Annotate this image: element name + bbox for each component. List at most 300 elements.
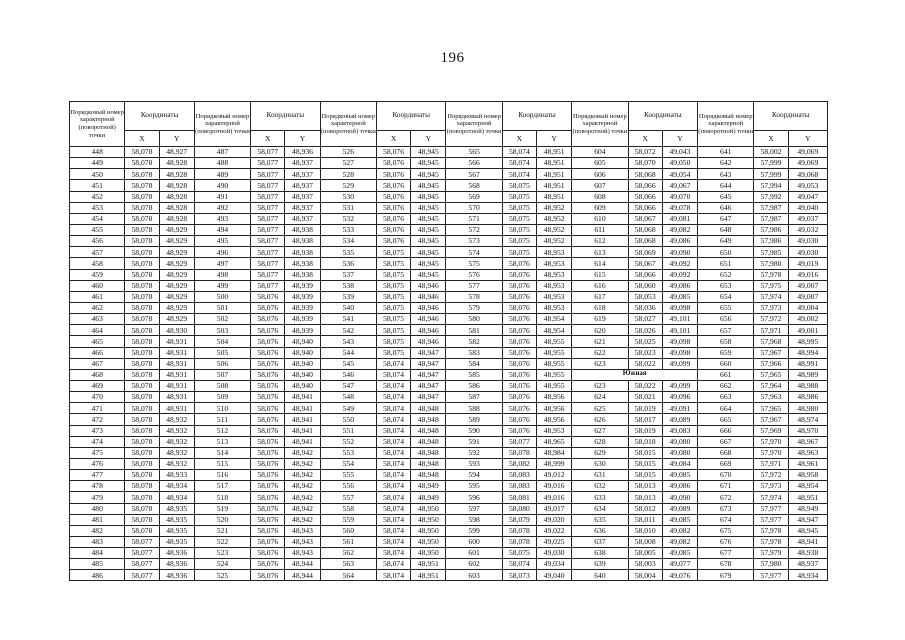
point-number-cell: 498 xyxy=(194,269,250,280)
point-number-cell: 529 xyxy=(320,180,376,191)
point-number-cell: 549 xyxy=(320,403,376,414)
point-number-header: Порядковый номер характерной (поворотной) точки xyxy=(698,102,754,147)
table-row xyxy=(70,503,828,514)
x-coordinate-cell: 58,068 xyxy=(628,236,662,247)
point-number-cell: 471 xyxy=(70,403,125,414)
x-coordinate-cell: 58,026 xyxy=(628,325,662,336)
x-coordinate-cell: 58,075 xyxy=(376,269,410,280)
x-coordinate-cell: 58,078 xyxy=(125,447,159,458)
y-coordinate-cell: 48,928 xyxy=(159,169,194,180)
y-coordinate-cell: 48,928 xyxy=(159,180,194,191)
x-coordinate-cell: 58,077 xyxy=(251,224,285,235)
table-row xyxy=(70,369,828,380)
x-coordinate-cell: 58,083 xyxy=(502,481,536,492)
point-number-cell: 525 xyxy=(194,570,250,581)
y-coordinate-cell: 48,934 xyxy=(159,481,194,492)
x-coordinate-cell: 57,977 xyxy=(754,514,788,525)
x-coordinate-cell: 57,970 xyxy=(754,436,788,447)
x-coordinate-cell: 58,078 xyxy=(125,436,159,447)
table-row xyxy=(70,492,828,503)
y-coordinate-cell: 48,939 xyxy=(285,302,320,313)
x-coordinate-cell: 58,076 xyxy=(251,380,285,391)
point-number-cell: 506 xyxy=(194,358,250,369)
point-number-cell: 677 xyxy=(698,548,754,559)
point-number-cell: 505 xyxy=(194,347,250,358)
point-number-cell: 633 xyxy=(572,492,628,503)
point-number-cell: 512 xyxy=(194,425,250,436)
y-coordinate-cell: 48,945 xyxy=(411,269,446,280)
point-number-cell: 557 xyxy=(320,492,376,503)
x-coordinate-cell: 57,992 xyxy=(754,191,788,202)
y-coordinate-cell: 48,938 xyxy=(285,258,320,269)
point-number-cell: 668 xyxy=(698,447,754,458)
x-coordinate-cell: 57,974 xyxy=(754,492,788,503)
point-number-cell: 508 xyxy=(194,380,250,391)
x-coordinate-cell: 58,074 xyxy=(376,369,410,380)
coordinates-header: Координаты xyxy=(502,102,571,131)
x-coordinate-cell: 57,968 xyxy=(754,336,788,347)
y-coordinate-cell: 48,939 xyxy=(285,314,320,325)
y-coordinate-cell: 48,939 xyxy=(285,325,320,336)
point-number-cell: 543 xyxy=(320,336,376,347)
y-coordinate-cell: 48,928 xyxy=(159,191,194,202)
point-number-cell: 564 xyxy=(320,570,376,581)
point-number-cell: 620 xyxy=(572,325,628,336)
x-coordinate-cell: 58,074 xyxy=(376,570,410,581)
x-coordinate-cell: 58,011 xyxy=(628,514,662,525)
y-coordinate-cell: 48,950 xyxy=(411,525,446,536)
y-coordinate-cell: 48,955 xyxy=(537,358,572,369)
table-row xyxy=(70,570,828,581)
x-coordinate-cell: 58,076 xyxy=(251,492,285,503)
x-coordinate-cell: 58,074 xyxy=(376,536,410,547)
y-coordinate-cell: 48,949 xyxy=(411,492,446,503)
y-coordinate-cell: 48,961 xyxy=(788,458,827,469)
x-coordinate-cell: 58,077 xyxy=(251,169,285,180)
y-coordinate-cell: 48,946 xyxy=(411,325,446,336)
x-column-header: X xyxy=(502,131,536,147)
point-number-cell: 570 xyxy=(446,202,502,213)
point-number-cell: 539 xyxy=(320,291,376,302)
x-coordinate-cell: 58,074 xyxy=(376,503,410,514)
point-number-cell: 605 xyxy=(572,158,628,169)
point-number-cell: 486 xyxy=(70,570,125,581)
y-coordinate-cell: 49,043 xyxy=(662,147,697,158)
point-number-cell: 660 xyxy=(698,358,754,369)
y-coordinate-cell: 48,948 xyxy=(411,403,446,414)
y-coordinate-cell: 49,040 xyxy=(537,570,572,581)
x-coordinate-cell: 58,074 xyxy=(502,158,536,169)
point-number-cell: 632 xyxy=(572,481,628,492)
point-number-cell: 577 xyxy=(446,280,502,291)
point-number-cell: 594 xyxy=(446,470,502,481)
y-coordinate-cell: 48,931 xyxy=(159,380,194,391)
y-coordinate-cell: 49,025 xyxy=(537,536,572,547)
table-row xyxy=(70,559,828,570)
y-coordinate-cell: 48,936 xyxy=(159,570,194,581)
point-number-cell: 651 xyxy=(698,258,754,269)
point-number-cell: 600 xyxy=(446,536,502,547)
y-coordinate-cell: 49,030 xyxy=(537,548,572,559)
y-coordinate-cell: 48,951 xyxy=(537,191,572,202)
y-coordinate-cell: 48,947 xyxy=(788,514,827,525)
y-coordinate-cell: 48,945 xyxy=(411,180,446,191)
point-number-cell: 645 xyxy=(698,191,754,202)
y-coordinate-cell: 49,082 xyxy=(662,224,697,235)
y-coordinate-cell: 48,954 xyxy=(537,314,572,325)
x-coordinate-cell: 57,963 xyxy=(754,392,788,403)
point-number-cell: 606 xyxy=(572,169,628,180)
x-coordinate-cell: 58,074 xyxy=(376,358,410,369)
point-number-cell: 538 xyxy=(320,280,376,291)
y-coordinate-cell: 49,019 xyxy=(788,258,827,269)
table-row xyxy=(70,403,828,414)
x-coordinate-cell: 57,971 xyxy=(754,458,788,469)
y-coordinate-cell: 48,954 xyxy=(788,481,827,492)
point-number-cell: 590 xyxy=(446,425,502,436)
x-coordinate-cell: 58,076 xyxy=(251,336,285,347)
x-coordinate-cell: 58,013 xyxy=(628,492,662,503)
point-number-cell: 585 xyxy=(446,369,502,380)
y-coordinate-cell: 48,991 xyxy=(788,358,827,369)
point-number-cell: 461 xyxy=(70,291,125,302)
y-coordinate-cell: 48,929 xyxy=(159,247,194,258)
y-coordinate-cell: 49,047 xyxy=(788,191,827,202)
x-coordinate-cell: 58,075 xyxy=(376,291,410,302)
y-coordinate-cell: 48,955 xyxy=(537,369,572,380)
x-coordinate-cell: 58,078 xyxy=(125,247,159,258)
y-coordinate-cell: 49,017 xyxy=(537,503,572,514)
x-coordinate-cell: 57,979 xyxy=(754,548,788,559)
x-coordinate-cell: 58,075 xyxy=(376,336,410,347)
x-coordinate-cell: 58,018 xyxy=(628,436,662,447)
x-coordinate-cell: 58,076 xyxy=(502,269,536,280)
point-number-cell: 517 xyxy=(194,481,250,492)
point-number-cell: 676 xyxy=(698,536,754,547)
x-coordinate-cell: 57,986 xyxy=(754,224,788,235)
x-coordinate-cell: 58,076 xyxy=(502,325,536,336)
point-number-cell: 460 xyxy=(70,280,125,291)
point-number-cell: 507 xyxy=(194,369,250,380)
point-number-cell: 648 xyxy=(698,224,754,235)
x-coordinate-cell: 58,074 xyxy=(376,447,410,458)
point-number-cell: 544 xyxy=(320,347,376,358)
point-number-cell: 522 xyxy=(194,536,250,547)
y-coordinate-cell: 48,941 xyxy=(285,392,320,403)
point-number-cell: 470 xyxy=(70,392,125,403)
y-coordinate-cell: 48,940 xyxy=(285,358,320,369)
y-coordinate-cell: 48,948 xyxy=(411,414,446,425)
point-number-header: Порядковый номер характерной (поворотной) точки xyxy=(320,102,376,147)
x-coordinate-cell: 58,076 xyxy=(376,180,410,191)
point-number-cell: 584 xyxy=(446,358,502,369)
x-coordinate-cell: 58,078 xyxy=(125,358,159,369)
y-coordinate-cell: 49,080 xyxy=(662,436,697,447)
x-coordinate-cell: 58,074 xyxy=(376,470,410,481)
y-coordinate-cell: 48,970 xyxy=(788,425,827,436)
y-coordinate-cell: 48,953 xyxy=(537,247,572,258)
x-coordinate-cell: 58,077 xyxy=(251,258,285,269)
y-coordinate-cell: 49,040 xyxy=(788,202,827,213)
point-number-cell: 611 xyxy=(572,224,628,235)
y-coordinate-cell: 48,942 xyxy=(285,470,320,481)
y-coordinate-cell: 48,941 xyxy=(285,425,320,436)
point-number-cell: 654 xyxy=(698,291,754,302)
point-number-cell: 551 xyxy=(320,425,376,436)
x-coordinate-cell: 58,076 xyxy=(502,258,536,269)
x-coordinate-cell: 58,078 xyxy=(125,302,159,313)
y-coordinate-cell: 48,986 xyxy=(788,392,827,403)
x-coordinate-cell: 58,066 xyxy=(628,202,662,213)
point-number-cell: 586 xyxy=(446,380,502,391)
y-coordinate-cell: 49,016 xyxy=(537,492,572,503)
x-coordinate-cell: 58,075 xyxy=(376,325,410,336)
point-number-header: Порядковый номер характерной (поворотной) точки xyxy=(70,102,125,147)
y-coordinate-cell: 49,096 xyxy=(662,392,697,403)
point-number-cell: 504 xyxy=(194,336,250,347)
x-coordinate-cell: 58,076 xyxy=(251,447,285,458)
coordinates-header: Координаты xyxy=(251,102,320,131)
x-coordinate-cell: 58,019 xyxy=(628,425,662,436)
table-row xyxy=(70,447,828,458)
table-row xyxy=(70,414,828,425)
point-number-cell: 499 xyxy=(194,280,250,291)
table-row xyxy=(70,302,828,313)
x-coordinate-cell: 57,977 xyxy=(754,503,788,514)
x-coordinate-cell: 58,078 xyxy=(125,169,159,180)
point-number-cell: 475 xyxy=(70,447,125,458)
y-coordinate-cell: 48,938 xyxy=(285,247,320,258)
x-coordinate-cell: 58,012 xyxy=(628,503,662,514)
x-coordinate-cell: 57,971 xyxy=(754,325,788,336)
x-coordinate-cell: 58,076 xyxy=(251,414,285,425)
y-coordinate-cell: 48,953 xyxy=(537,291,572,302)
x-coordinate-cell: 58,074 xyxy=(376,514,410,525)
x-coordinate-cell: 58,036 xyxy=(628,302,662,313)
point-number-cell: 555 xyxy=(320,470,376,481)
x-coordinate-cell: 58,076 xyxy=(502,291,536,302)
y-coordinate-cell: 48,928 xyxy=(159,158,194,169)
point-number-cell: 623 xyxy=(572,358,628,369)
x-coordinate-cell: 58,076 xyxy=(251,470,285,481)
y-coordinate-cell: 48,949 xyxy=(411,481,446,492)
point-number-cell: 556 xyxy=(320,481,376,492)
x-coordinate-cell: 58,076 xyxy=(376,202,410,213)
point-number-cell: 574 xyxy=(446,247,502,258)
y-coordinate-cell: 48,935 xyxy=(159,536,194,547)
point-number-cell: 623 xyxy=(572,380,628,391)
y-coordinate-cell: 48,931 xyxy=(159,403,194,414)
y-coordinate-cell: 49,089 xyxy=(662,414,697,425)
x-coordinate-cell: 58,078 xyxy=(125,202,159,213)
x-coordinate-cell: 58,076 xyxy=(502,336,536,347)
x-coordinate-cell: 58,027 xyxy=(628,314,662,325)
y-column-header: Y xyxy=(662,131,697,147)
x-coordinate-cell: 58,075 xyxy=(502,191,536,202)
point-number-cell: 593 xyxy=(446,458,502,469)
y-coordinate-cell: 48,934 xyxy=(788,570,827,581)
y-coordinate-cell: 48,950 xyxy=(411,503,446,514)
point-number-cell: 628 xyxy=(572,436,628,447)
point-number-cell: 649 xyxy=(698,236,754,247)
y-coordinate-cell: 48,946 xyxy=(411,291,446,302)
x-coordinate-cell: 58,013 xyxy=(628,481,662,492)
point-number-cell: 575 xyxy=(446,258,502,269)
x-coordinate-cell: 58,078 xyxy=(125,336,159,347)
point-number-cell: 472 xyxy=(70,414,125,425)
point-number-cell: 595 xyxy=(446,481,502,492)
x-coordinate-cell: 58,078 xyxy=(125,481,159,492)
point-number-header: Порядковый номер характерной (поворотной) точки xyxy=(194,102,250,147)
y-coordinate-cell: 49,101 xyxy=(662,325,697,336)
x-coordinate-cell: 57,966 xyxy=(754,358,788,369)
y-coordinate-cell: 48,951 xyxy=(537,180,572,191)
y-coordinate-cell: 48,942 xyxy=(285,447,320,458)
point-number-cell: 501 xyxy=(194,302,250,313)
point-number-cell: 581 xyxy=(446,325,502,336)
x-coordinate-cell: 58,076 xyxy=(376,213,410,224)
x-coordinate-cell: 58,076 xyxy=(251,369,285,380)
point-number-cell: 476 xyxy=(70,458,125,469)
y-coordinate-cell: 48,956 xyxy=(537,414,572,425)
point-number-cell: 448 xyxy=(70,147,125,158)
point-number-cell: 536 xyxy=(320,258,376,269)
y-coordinate-cell: 49,037 xyxy=(788,213,827,224)
point-number-cell: 550 xyxy=(320,414,376,425)
table-row xyxy=(70,147,828,158)
x-coordinate-cell: 58,081 xyxy=(502,492,536,503)
point-number-cell: 662 xyxy=(698,380,754,391)
y-coordinate-cell: 49,007 xyxy=(788,280,827,291)
x-coordinate-cell: 58,078 xyxy=(125,158,159,169)
table-row xyxy=(70,536,828,547)
point-number-cell: 540 xyxy=(320,302,376,313)
y-coordinate-cell: 49,101 xyxy=(662,314,697,325)
y-column-header: Y xyxy=(411,131,446,147)
y-coordinate-cell: 48,938 xyxy=(788,548,827,559)
point-number-cell: 655 xyxy=(698,302,754,313)
point-number-cell: 612 xyxy=(572,236,628,247)
point-number-cell: 528 xyxy=(320,169,376,180)
point-number-cell: 510 xyxy=(194,403,250,414)
point-number-cell: 545 xyxy=(320,358,376,369)
x-coordinate-cell: 58,075 xyxy=(502,224,536,235)
y-coordinate-cell: 48,948 xyxy=(411,447,446,458)
point-number-cell: 658 xyxy=(698,336,754,347)
x-coordinate-cell: 58,066 xyxy=(628,191,662,202)
point-number-cell: 621 xyxy=(572,336,628,347)
y-coordinate-cell: 49,083 xyxy=(662,425,697,436)
x-coordinate-cell: 58,074 xyxy=(376,458,410,469)
y-coordinate-cell: 48,952 xyxy=(537,213,572,224)
y-coordinate-cell: 48,954 xyxy=(537,325,572,336)
x-coordinate-cell: 58,075 xyxy=(502,180,536,191)
x-column-header: X xyxy=(754,131,788,147)
point-number-cell: 484 xyxy=(70,548,125,559)
x-coordinate-cell: 58,077 xyxy=(251,236,285,247)
x-coordinate-cell: 58,076 xyxy=(251,514,285,525)
point-number-cell: 659 xyxy=(698,347,754,358)
x-coordinate-cell: 58,078 xyxy=(125,369,159,380)
table-row xyxy=(70,280,828,291)
x-coordinate-cell: 58,076 xyxy=(251,314,285,325)
table-row xyxy=(70,336,828,347)
y-coordinate-cell: 48,942 xyxy=(285,481,320,492)
point-number-cell: 583 xyxy=(446,347,502,358)
point-number-cell: 573 xyxy=(446,236,502,247)
y-coordinate-cell: 48,945 xyxy=(411,247,446,258)
x-coordinate-cell: 57,978 xyxy=(754,525,788,536)
x-coordinate-cell: 58,075 xyxy=(376,314,410,325)
x-coordinate-cell: 58,079 xyxy=(502,514,536,525)
y-coordinate-cell: 48,995 xyxy=(788,336,827,347)
y-coordinate-cell: 48,965 xyxy=(537,436,572,447)
y-coordinate-cell: 48,953 xyxy=(537,280,572,291)
point-number-cell: 663 xyxy=(698,392,754,403)
x-coordinate-cell: 58,066 xyxy=(628,269,662,280)
y-coordinate-cell: 49,098 xyxy=(662,336,697,347)
x-coordinate-cell: 57,973 xyxy=(754,302,788,313)
y-coordinate-cell: 49,068 xyxy=(788,169,827,180)
y-coordinate-cell: 48,988 xyxy=(788,380,827,391)
y-coordinate-cell: 48,936 xyxy=(159,559,194,570)
point-number-cell: 518 xyxy=(194,492,250,503)
y-coordinate-cell: 48,944 xyxy=(285,559,320,570)
y-coordinate-cell: 48,952 xyxy=(537,236,572,247)
y-coordinate-cell: 48,955 xyxy=(537,336,572,347)
point-number-cell: 511 xyxy=(194,414,250,425)
x-coordinate-cell: 58,074 xyxy=(502,559,536,570)
y-coordinate-cell: 48,935 xyxy=(159,525,194,536)
x-coordinate-cell: 58,076 xyxy=(251,525,285,536)
y-coordinate-cell: 48,947 xyxy=(411,347,446,358)
table-row xyxy=(70,470,828,481)
y-coordinate-cell: 48,945 xyxy=(411,213,446,224)
point-number-cell: 599 xyxy=(446,525,502,536)
point-number-cell: 482 xyxy=(70,525,125,536)
y-coordinate-cell: 48,937 xyxy=(788,559,827,570)
x-coordinate-cell: 58,076 xyxy=(502,369,536,380)
y-coordinate-cell: 48,932 xyxy=(159,436,194,447)
table-row xyxy=(70,380,828,391)
y-coordinate-cell: 48,931 xyxy=(159,392,194,403)
y-coordinate-cell: 48,938 xyxy=(285,224,320,235)
x-coordinate-cell: 58,078 xyxy=(125,425,159,436)
point-number-cell: 519 xyxy=(194,503,250,514)
point-number-cell: 450 xyxy=(70,169,125,180)
x-coordinate-cell: 58,078 xyxy=(125,392,159,403)
y-coordinate-cell: 48,994 xyxy=(788,347,827,358)
y-coordinate-cell: 48,955 xyxy=(537,380,572,391)
x-coordinate-cell: 58,076 xyxy=(251,503,285,514)
x-coordinate-cell: 58,078 xyxy=(125,458,159,469)
y-coordinate-cell: 48,974 xyxy=(788,414,827,425)
point-number-cell: 503 xyxy=(194,325,250,336)
point-number-cell: 609 xyxy=(572,202,628,213)
table-row xyxy=(70,247,828,258)
y-coordinate-cell: 48,940 xyxy=(285,336,320,347)
y-coordinate-cell: 48,933 xyxy=(159,470,194,481)
table-row xyxy=(70,180,828,191)
y-coordinate-cell: 48,939 xyxy=(285,291,320,302)
y-coordinate-cell: 48,942 xyxy=(285,492,320,503)
point-number-cell: 622 xyxy=(572,347,628,358)
y-coordinate-cell: 48,943 xyxy=(285,525,320,536)
y-coordinate-cell: 48,937 xyxy=(285,158,320,169)
y-coordinate-cell: 48,946 xyxy=(411,302,446,313)
point-number-cell: 565 xyxy=(446,147,502,158)
x-coordinate-cell: 58,017 xyxy=(628,414,662,425)
